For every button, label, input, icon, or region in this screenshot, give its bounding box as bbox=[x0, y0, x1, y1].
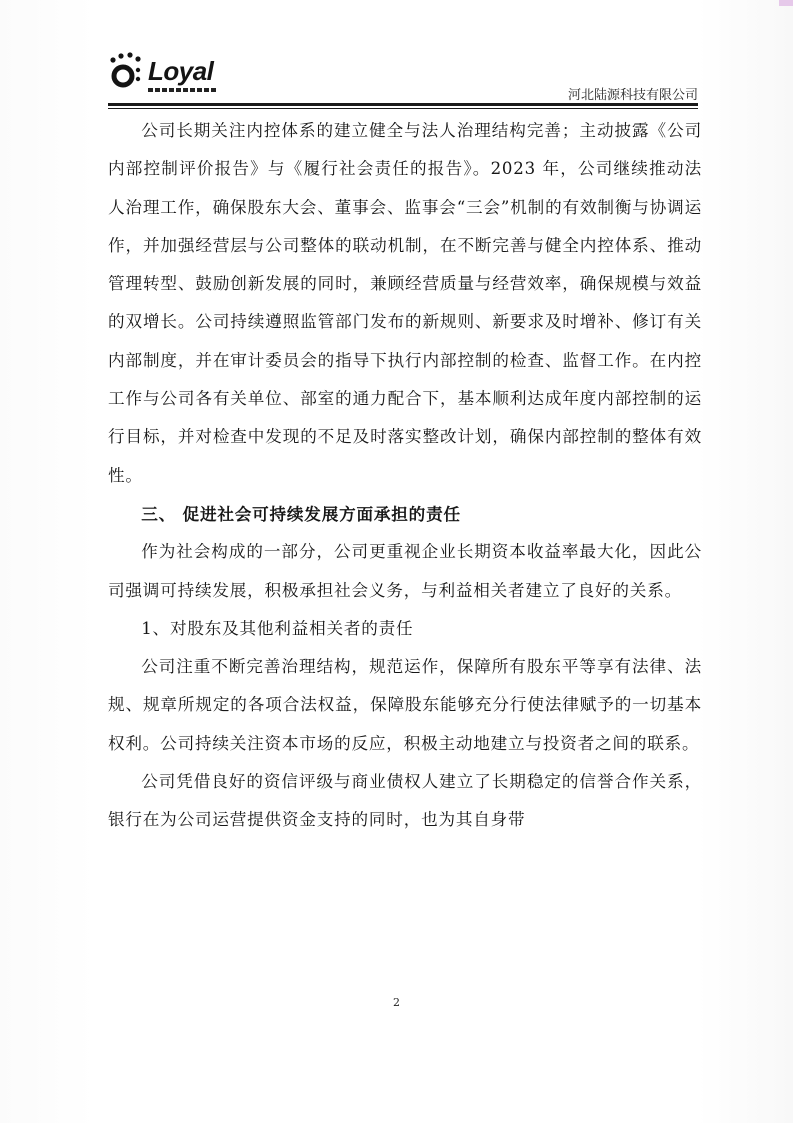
page-header bbox=[108, 48, 698, 104]
section-heading-3: 三、 促进社会可持续发展方面承担的责任 bbox=[141, 503, 461, 524]
company-logo bbox=[108, 50, 248, 98]
paragraph-creditors: 公司凭借良好的资信评级与商业债权人建立了长期稳定的信誉合作关系，银行在为公司运营提供资金支持的同时，也为其自身带 bbox=[108, 772, 702, 830]
page-number: 2 bbox=[393, 996, 400, 1009]
paragraph-sustainability: 作为社会构成的一部分，公司更重视企业长期资本收益率最大化，因此公司强调可持续发展，积极承担社会义务，与利益相关者建立了良好的关系。 bbox=[108, 542, 702, 600]
paragraph-internal-control: 公司长期关注内控体系的建立健全与法人治理结构完善；主动披露《公司内部控制评价报告》与《履行社会责任的报告》。2023 年，公司继续推动法人治理工作，确保股东大会、董事会、监事会“三会”机制的有效制衡与协调运作，并加强经营层与公司整体的联动机制，在不断完善与健全内控体系、推动管理转型、鼓励创新发展的同时，兼顾经营质量与经营效率，确保规模与效益的双增长。公司持续遵照监管部门发布的新规则、新要求及时增补、修订有关内部制度，并在审计委员会的指导下执行内部控制的检查、监督工作。在内控工作与公司各有关单位、部室的通力配合下，基本顺利达成年度内部控制的运行目标，并对检查中发现的不足及时落实整改计划，确保内部控制的整体有效性。 bbox=[108, 121, 702, 485]
logo-wordmark: Loyal bbox=[148, 56, 214, 86]
document-body bbox=[108, 112, 702, 840]
logo-subtitle-strip bbox=[148, 88, 216, 92]
corner-mark bbox=[779, 0, 793, 6]
header-rule-thin bbox=[108, 108, 698, 109]
paragraph-shareholders: 公司注重不断完善治理结构，规范运作，保障所有股东平等享有法律、法规、规章所规定的各项合法权益，保障股东能够充分行使法律赋予的一切基本权利。公司持续关注资本市场的反应，积极主动地建立与投资者之间的联系。 bbox=[108, 657, 702, 753]
subheading-shareholders: 1、对股东及其他利益相关者的责任 bbox=[141, 618, 414, 638]
header-rule-thick bbox=[108, 103, 698, 106]
company-name: 河北陆源科技有限公司 bbox=[567, 88, 698, 103]
loyal-logo-icon bbox=[108, 50, 148, 94]
